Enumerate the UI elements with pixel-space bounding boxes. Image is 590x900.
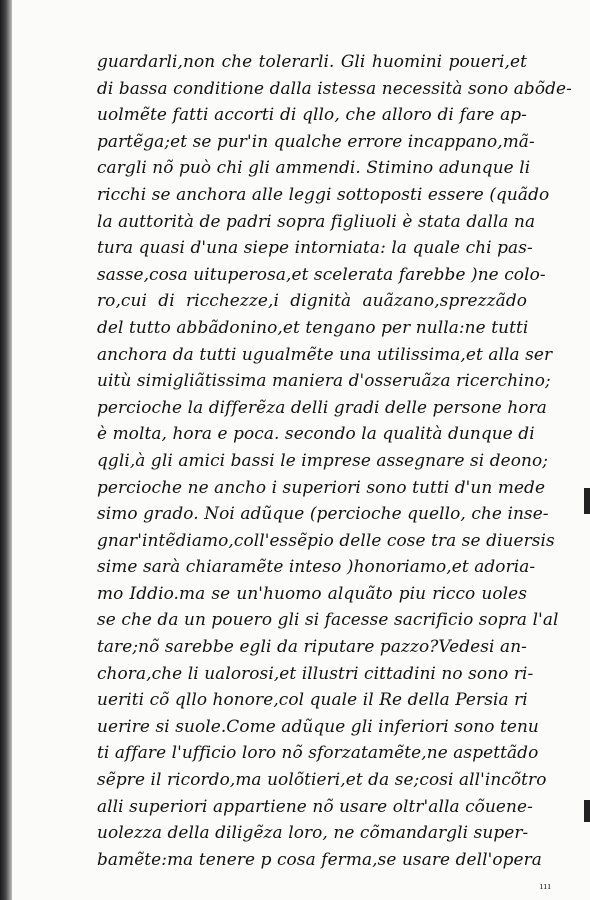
text-line-7: la auttorità de padri sopra figliuoli è stata dalla na — [97, 210, 536, 231]
text-line-1: guardarli,non che tolerarli. Gli huomini poueri,et — [97, 51, 527, 71]
text-line-2: di bassa conditione dalla istessa necessità sono abõde- — [97, 77, 572, 98]
text-line-10: ro,cui di ricchezze,i dignità auãzano,sprezzãdo — [97, 290, 527, 311]
text-line-21: mo Iddio.ma se un'huomo alquãto piu ricco uoles — [97, 582, 527, 603]
page-body-text — [97, 48, 572, 872]
text-line-4: partẽga;et se pur'in qualche errore incappano,mã- — [97, 130, 535, 151]
text-line-30: uolezza della diligẽza loro, ne cõmandargli super- — [97, 822, 529, 843]
right-edge-mark — [584, 488, 590, 514]
text-line-3: uolmẽte fatti accorti di qllo, che alloro di fare ap- — [97, 104, 527, 125]
text-line-19: gnar'intẽdiamo,coll'essẽpio delle cose tra se diuersis — [97, 529, 555, 550]
text-line-9: sasse,cosa uituperosa,et scelerata farebbe )ne colo- — [97, 263, 546, 284]
right-edge-mark-lower — [584, 800, 590, 822]
text-line-20: sime sarà chiaramẽte inteso )honoriamo,et adoria- — [97, 556, 536, 577]
text-line-11: del tutto abbãdonino,et tengano per nulla:ne tutti — [97, 316, 529, 337]
text-line-5: cargli nõ può chi gli ammendi. Stimino adunque li — [97, 157, 531, 178]
text-line-27: ti affare l'ufficio loro nõ sforzatamẽte,ne aspettãdo — [97, 742, 539, 763]
text-line-13: uitù simigliãtissima maniera d'osseruãza ricerchino; — [97, 370, 551, 391]
text-line-22: se che da un pouero gli si facesse sacrificio sopra l'al — [97, 609, 559, 630]
text-line-16: qgli,à gli amici bassi le imprese assegnare si deono; — [97, 449, 549, 470]
text-line-23: tare;nõ sarebbe egli da riputare pazzo?Vedesi an- — [97, 636, 527, 657]
text-line-6: ricchi se anchora alle leggi sottoposti essere (quãdo — [97, 183, 550, 204]
text-line-18: simo grado. Noi adũque (percioche quello, che inse- — [97, 503, 549, 524]
text-line-25: ueriti cõ qllo honore,col quale il Re della Persia ri — [97, 689, 528, 710]
text-line-26: uerire si suole.Come adũque gli inferiori sono tenu — [97, 715, 539, 736]
text-line-8: tura quasi d'una siepe intorniata: la quale chi pas- — [97, 237, 533, 258]
page-gutter-shadow — [0, 0, 12, 900]
text-line-31: bamẽte:ma tenere p cosa ferma,se usare dell'opera — [97, 848, 542, 869]
text-line-14: percioche la differẽza delli gradi delle persone hora — [97, 396, 547, 417]
text-line-29: alli superiori appartiene nõ usare oltr'alla cõuene- — [97, 795, 533, 816]
text-line-15: è molta, hora e poca. secondo la qualità dunque di — [97, 423, 535, 444]
text-line-24: chora,che li ualorosi,et illustri cittadini no sono ri- — [97, 662, 534, 683]
text-line-12: anchora da tutti ugualmẽte una utilissima,et alla ser — [97, 343, 553, 364]
bottom-edge-text: ııı — [540, 882, 552, 892]
text-line-28: sẽpre il ricordo,ma uolõtieri,et da se;cosi all'incõtro — [97, 769, 547, 790]
text-line-17: percioche ne ancho i superiori sono tutti d'un mede — [97, 476, 546, 497]
